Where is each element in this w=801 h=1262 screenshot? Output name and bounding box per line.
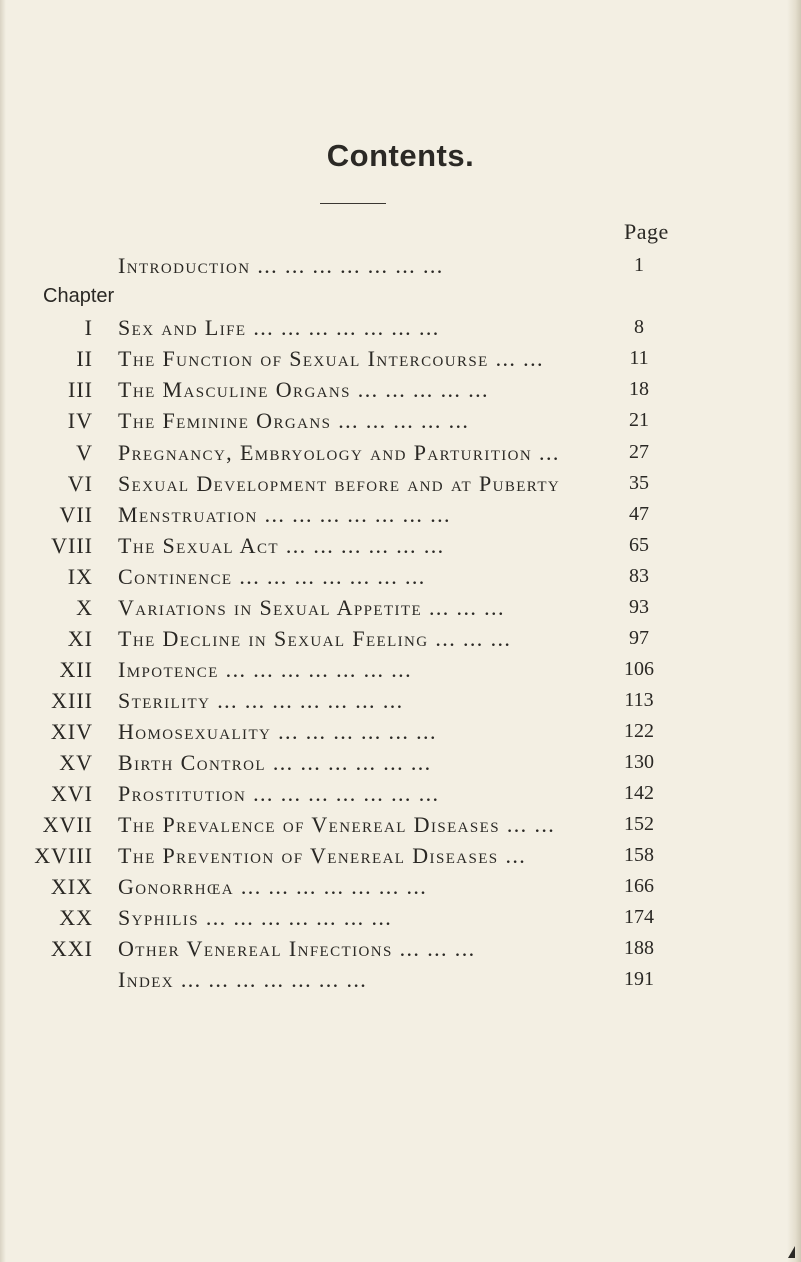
toc-row [0, 777, 801, 809]
toc-entry-page: 21 [629, 409, 649, 431]
toc-entry-title[interactable]: Gonorrhœa ... ... ... ... ... ... ... [118, 874, 428, 899]
toc-entry-page: 93 [629, 596, 649, 618]
toc-entry-title[interactable]: The Decline in Sexual Feeling ... ... ... [118, 626, 512, 651]
toc-row [0, 870, 801, 902]
toc-entry-page: 83 [629, 565, 649, 587]
toc-row [0, 436, 801, 468]
corner-mark-icon [788, 1246, 795, 1258]
chapter-number: II [76, 346, 93, 371]
toc-entry-title[interactable]: Impotence ... ... ... ... ... ... ... [118, 657, 412, 682]
toc-entry-title[interactable]: Menstruation ... ... ... ... ... ... ... [118, 502, 451, 527]
toc-row [0, 404, 801, 436]
chapter-number: XIV [50, 719, 93, 744]
toc-entry-page: 188 [624, 937, 654, 959]
chapter-number: IV [67, 408, 93, 433]
toc-row [0, 311, 801, 343]
toc-entry-page: 8 [634, 316, 644, 338]
toc-row [0, 498, 801, 530]
toc-entry-page: 191 [624, 968, 654, 990]
toc-entry-title[interactable]: Variations in Sexual Appetite ... ... ... [118, 595, 505, 620]
toc-entry-page: 106 [624, 658, 654, 680]
toc-entry-page: 174 [624, 906, 654, 928]
chapter-number: XVIII [34, 843, 93, 868]
toc-entry-page: 47 [629, 503, 649, 525]
toc-row-index [0, 963, 801, 995]
toc-entry-title[interactable]: Other Venereal Infections ... ... ... [118, 936, 476, 961]
chapter-number: XIX [50, 874, 93, 899]
toc-row [0, 684, 801, 716]
chapter-number: IX [67, 564, 93, 589]
toc-entry-title[interactable]: Homosexuality ... ... ... ... ... ... [118, 719, 437, 744]
toc-row [0, 560, 801, 592]
toc-entry-title[interactable]: The Sexual Act ... ... ... ... ... ... [118, 533, 445, 558]
toc-row [0, 529, 801, 561]
chapter-number: III [68, 377, 93, 402]
toc-entry-page: 35 [629, 472, 649, 494]
title-rule [320, 203, 386, 204]
chapter-number: X [76, 595, 93, 620]
toc-row [0, 591, 801, 623]
toc-entry-page: 65 [629, 534, 649, 556]
toc-entry-page: 11 [629, 347, 649, 369]
toc-entry-title[interactable]: Syphilis ... ... ... ... ... ... ... [118, 905, 393, 930]
toc-entry-page: 166 [624, 875, 654, 897]
toc-entry-page: 113 [624, 689, 654, 711]
toc-row-introduction [0, 249, 801, 281]
chapter-number: XII [59, 657, 93, 682]
toc-entry-title[interactable]: Birth Control ... ... ... ... ... ... [118, 750, 432, 775]
toc-row [0, 467, 801, 499]
chapter-number: XI [67, 626, 93, 651]
toc-entry-page: 130 [624, 751, 654, 773]
toc-entry-title[interactable]: The Masculine Organs ... ... ... ... ... [118, 377, 489, 402]
toc-row [0, 342, 801, 374]
chapter-number: XVII [42, 812, 93, 837]
chapter-number: I [84, 315, 93, 340]
toc-row [0, 653, 801, 685]
chapter-number: V [76, 440, 93, 465]
toc-entry-page: 142 [624, 782, 654, 804]
chapter-number: XX [59, 905, 93, 930]
chapter-number: VI [67, 471, 93, 496]
chapter-column-label: Chapter [43, 285, 115, 307]
toc-row [0, 901, 801, 933]
toc-entry-title[interactable]: Sexual Development before and at Puberty [118, 471, 561, 496]
chapter-number: VII [59, 502, 93, 527]
toc-entry-title[interactable]: The Prevalence of Venereal Diseases ... ... [118, 812, 556, 837]
toc-entry-title[interactable]: Prostitution ... ... ... ... ... ... ... [118, 781, 440, 806]
toc-entry-page: 122 [624, 720, 654, 742]
chapter-number: XV [59, 750, 93, 775]
toc-entry-page: 97 [629, 627, 649, 649]
toc-entry-page: 18 [629, 378, 649, 400]
toc-entry-page: 1 [634, 254, 644, 276]
toc-row [0, 839, 801, 871]
toc-entry-title[interactable]: Introduction ... ... ... ... ... ... ... [118, 253, 444, 278]
toc-row [0, 746, 801, 778]
toc-entry-title[interactable]: Continence ... ... ... ... ... ... ... [118, 564, 426, 589]
toc-row [0, 622, 801, 654]
toc-entry-title[interactable]: Sex and Life ... ... ... ... ... ... ... [118, 315, 440, 340]
toc-entry-page: 152 [624, 813, 654, 835]
toc-entry-title[interactable]: Pregnancy, Embryology and Parturition ... [118, 440, 560, 465]
toc-entry-title[interactable]: Sterility ... ... ... ... ... ... ... [118, 688, 404, 713]
toc-entry-page: 158 [624, 844, 654, 866]
toc-entry-title[interactable]: The Function of Sexual Intercourse ... ... [118, 346, 544, 371]
chapter-number: VIII [51, 533, 93, 558]
chapter-number: XIII [51, 688, 93, 713]
toc-entry-title[interactable]: Index ... ... ... ... ... ... ... [118, 967, 368, 992]
toc-row [0, 373, 801, 405]
toc-row [0, 808, 801, 840]
page-title: Contents. [326, 138, 475, 173]
chapter-number: XXI [50, 936, 93, 961]
toc-entry-title[interactable]: The Prevention of Venereal Diseases ... [118, 843, 527, 868]
toc-row [0, 932, 801, 964]
toc-row [0, 715, 801, 747]
toc-entry-page: 27 [629, 441, 649, 463]
chapter-number: XVI [50, 781, 93, 806]
page-column-header: Page [624, 219, 669, 244]
toc-entry-title[interactable]: The Feminine Organs ... ... ... ... ... [118, 408, 470, 433]
